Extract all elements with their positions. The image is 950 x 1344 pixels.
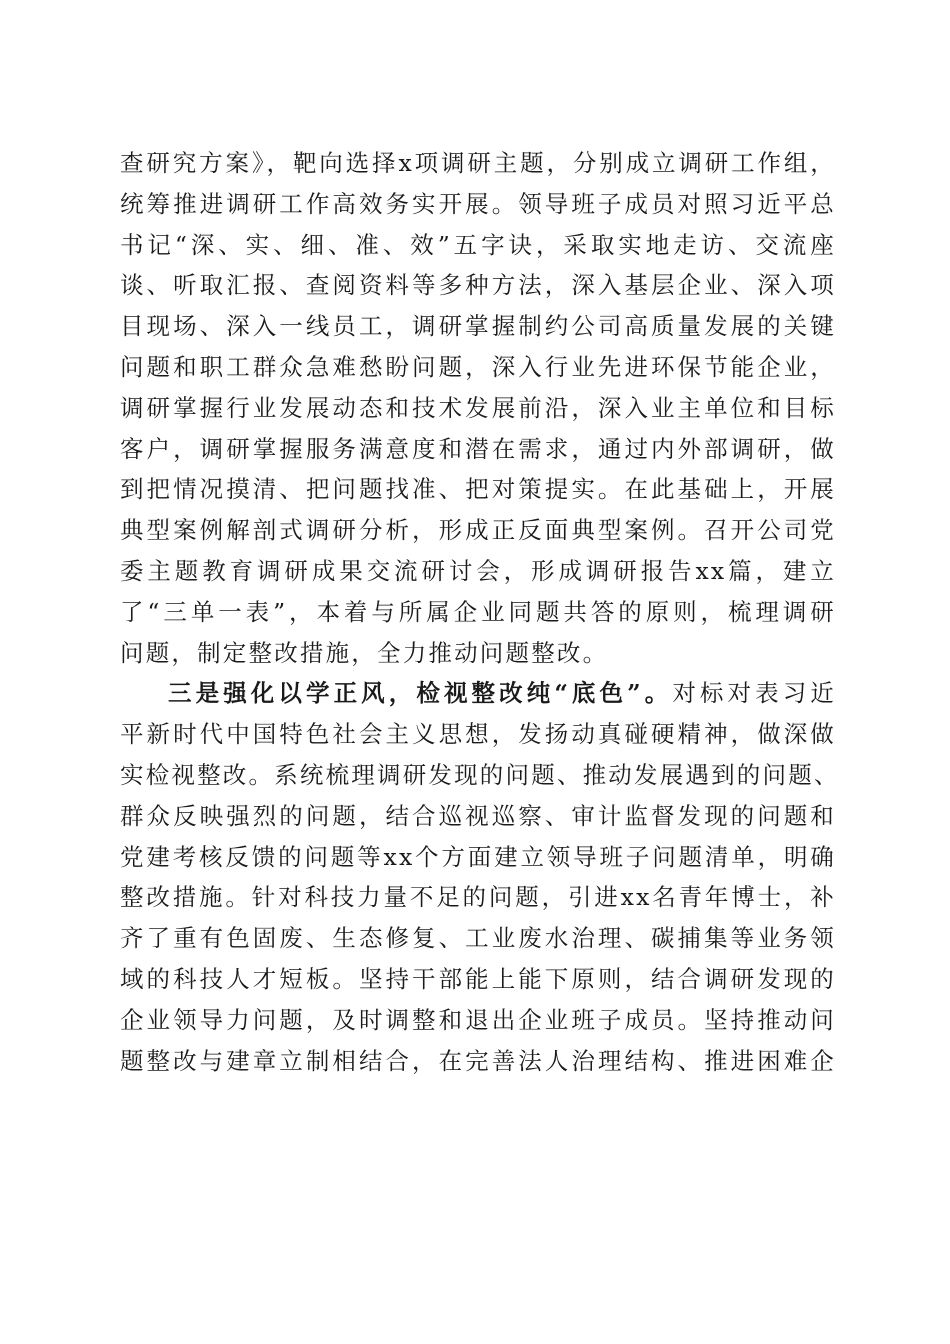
text-line: 委主题教育调研成果交流研讨会，形成调研报告xx篇，建立 — [120, 556, 836, 585]
document-page — [120, 143, 840, 1081]
paragraph-rectification — [120, 673, 840, 1081]
text-line: 整改措施。针对科技力量不足的问题，引进xx名青年博士，补 — [120, 883, 836, 912]
text-line: 到把情况摸清、把问题找准、把对策提实。在此基础上，开展 — [120, 475, 836, 504]
paragraph-research — [120, 143, 836, 673]
text-line: 典型案例解剖式调研分析，形成正反面典型案例。召开公司党 — [120, 516, 836, 545]
text-line: 统筹推进调研工作高效务实开展。领导班子成员对照习近平总 — [120, 189, 836, 218]
text-line: 书记“深、实、细、准、效”五字诀，采取实地走访、交流座 — [120, 230, 836, 259]
text-line: 问题，制定整改措施，全力推动问题整改。 — [120, 638, 609, 667]
text-line: 查研究方案》，靶向选择x项调研主题，分别成立调研工作组， — [120, 149, 836, 177]
text-line: 调研掌握行业发展动态和技术发展前沿，深入业主单位和目标 — [120, 393, 836, 422]
text-line: 客户，调研掌握服务满意度和潜在需求，通过内外部调研，做 — [120, 434, 836, 463]
text-line: 问题和职工群众急难愁盼问题，深入行业先进环保节能企业， — [120, 352, 836, 381]
section-heading: 三是强化以学正风，检视整改纯“底色”。 — [168, 679, 673, 708]
text-line: 了“三单一表”，本着与所属企业同题共答的原则，梳理调研 — [120, 597, 836, 626]
text-line: 谈、听取汇报、查阅资料等多种方法，深入基层企业、深入项 — [120, 271, 836, 300]
text-line: 企业领导力问题，及时调整和退出企业班子成员。坚持推动问 — [120, 1005, 836, 1034]
text-line: 目现场、深入一线员工，调研掌握制约公司高质量发展的关键 — [120, 312, 836, 341]
text-line: 题整改与建章立制相结合，在完善法人治理结构、推进困难企 — [120, 1046, 836, 1075]
text-run: 对标对表习近 — [672, 679, 836, 708]
text-line-first — [120, 673, 836, 714]
text-line: 齐了重有色固废、生态修复、工业废水治理、碳捕集等业务领 — [120, 924, 836, 953]
text-line: 平新时代中国特色社会主义思想，发扬动真碰硬精神，做深做 — [120, 720, 836, 749]
text-line: 党建考核反馈的问题等xx个方面建立领导班子问题清单，明确 — [120, 842, 836, 871]
text-line: 域的科技人才短板。坚持干部能上能下原则，结合调研发现的 — [120, 964, 836, 993]
text-line: 群众反映强烈的问题，结合巡视巡察、审计监督发现的问题和 — [120, 801, 836, 830]
text-line: 实检视整改。系统梳理调研发现的问题、推动发展遇到的问题、 — [120, 760, 840, 789]
